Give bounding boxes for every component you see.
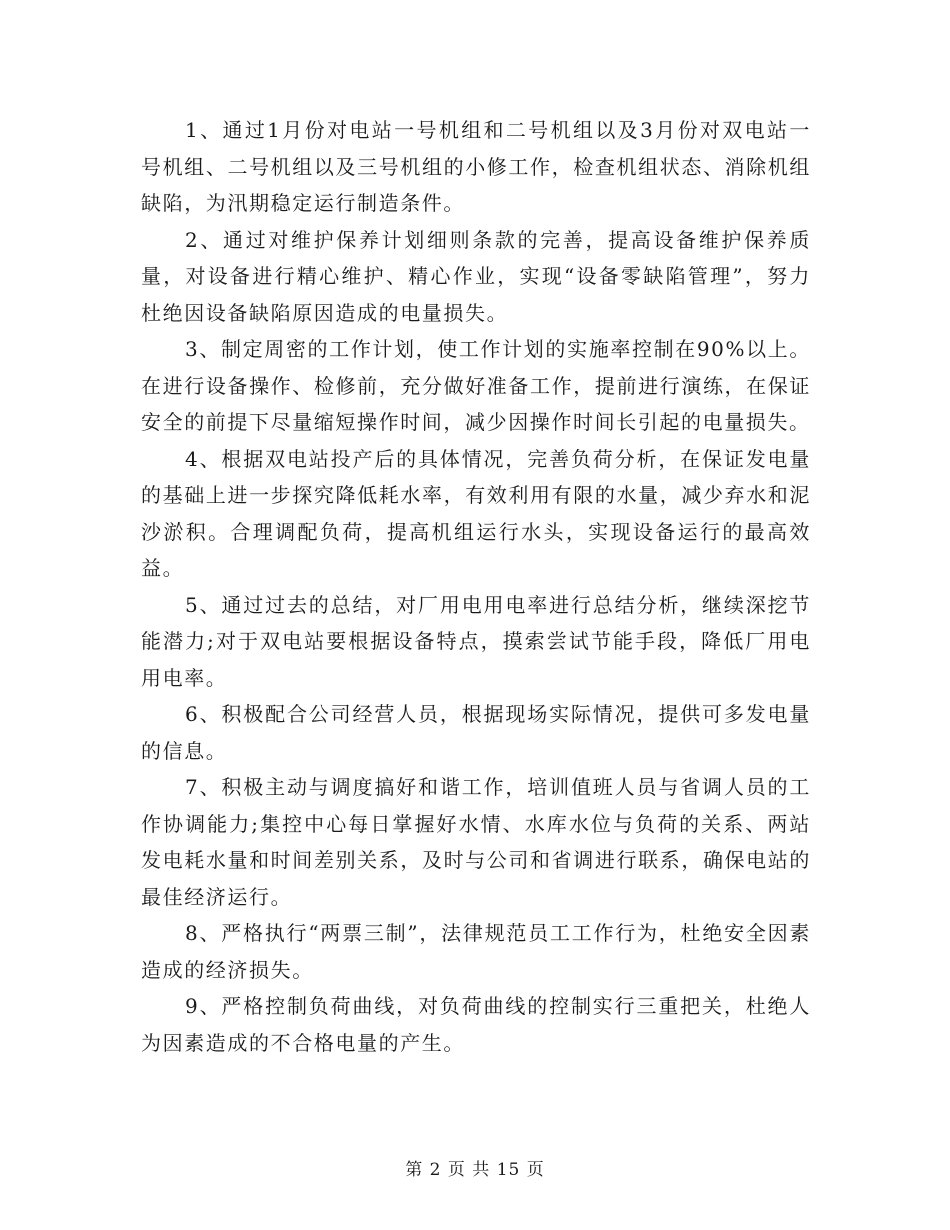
paragraph-4: 4、根据双电站投产后的具体情况，完善负荷分析，在保证发电量的基础上进一步探究降低耗水率，有效利用有限的水量，减少弃水和泥沙淤积。合理调配负荷，提高机组运行水头，实现设备运行的最高效益。 [141, 446, 811, 580]
paragraph-5: 5、通过过去的总结，对厂用电用电率进行总结分析，继续深挖节能潜力;对于双电站要根据设备特点，摸索尝试节能手段，降低厂用电用电率。 [141, 592, 811, 690]
paragraph-8: 8、严格执行“两票三制”，法律规范员工工作行为，杜绝安全因素造成的经济损失。 [141, 921, 811, 982]
paragraph-1: 1、通过1月份对电站一号机组和二号机组以及3月份对双电站一号机组、二号机组以及三号机组的小修工作，检查机组状态、消除机组缺陷，为汛期稳定运行制造条件。 [141, 118, 811, 215]
page-number: 第 2 页 共 15 页 [405, 1160, 545, 1180]
document-body [141, 112, 811, 1061]
paragraph-9: 9、严格控制负荷曲线，对负荷曲线的控制实行三重把关，杜绝人为因素造成的不合格电量的产生。 [141, 994, 811, 1055]
paragraph-2: 2、通过对维护保养计划细则条款的完善，提高设备维护保养质量，对设备进行精心维护、精心作业，实现“设备零缺陷管理”，努力杜绝因设备缺陷原因造成的电量损失。 [141, 227, 811, 325]
page-footer [0, 1155, 950, 1180]
paragraph-3: 3、制定周密的工作计划，使工作计划的实施率控制在90%以上。在进行设备操作、检修前，充分做好准备工作，提前进行演练，在保证安全的前提下尽量缩短操作时间，减少因操作时间长引起的电量损失。 [141, 337, 811, 434]
paragraph-7: 7、积极主动与调度搞好和谐工作，培训值班人员与省调人员的工作协调能力;集控中心每日掌握好水情、水库水位与负荷的关系、两站发电耗水量和时间差别关系，及时与公司和省调进行联系，确保电站的最佳经济运行。 [141, 775, 811, 909]
paragraph-6: 6、积极配合公司经营人员，根据现场实际情况，提供可多发电量的信息。 [141, 702, 811, 763]
